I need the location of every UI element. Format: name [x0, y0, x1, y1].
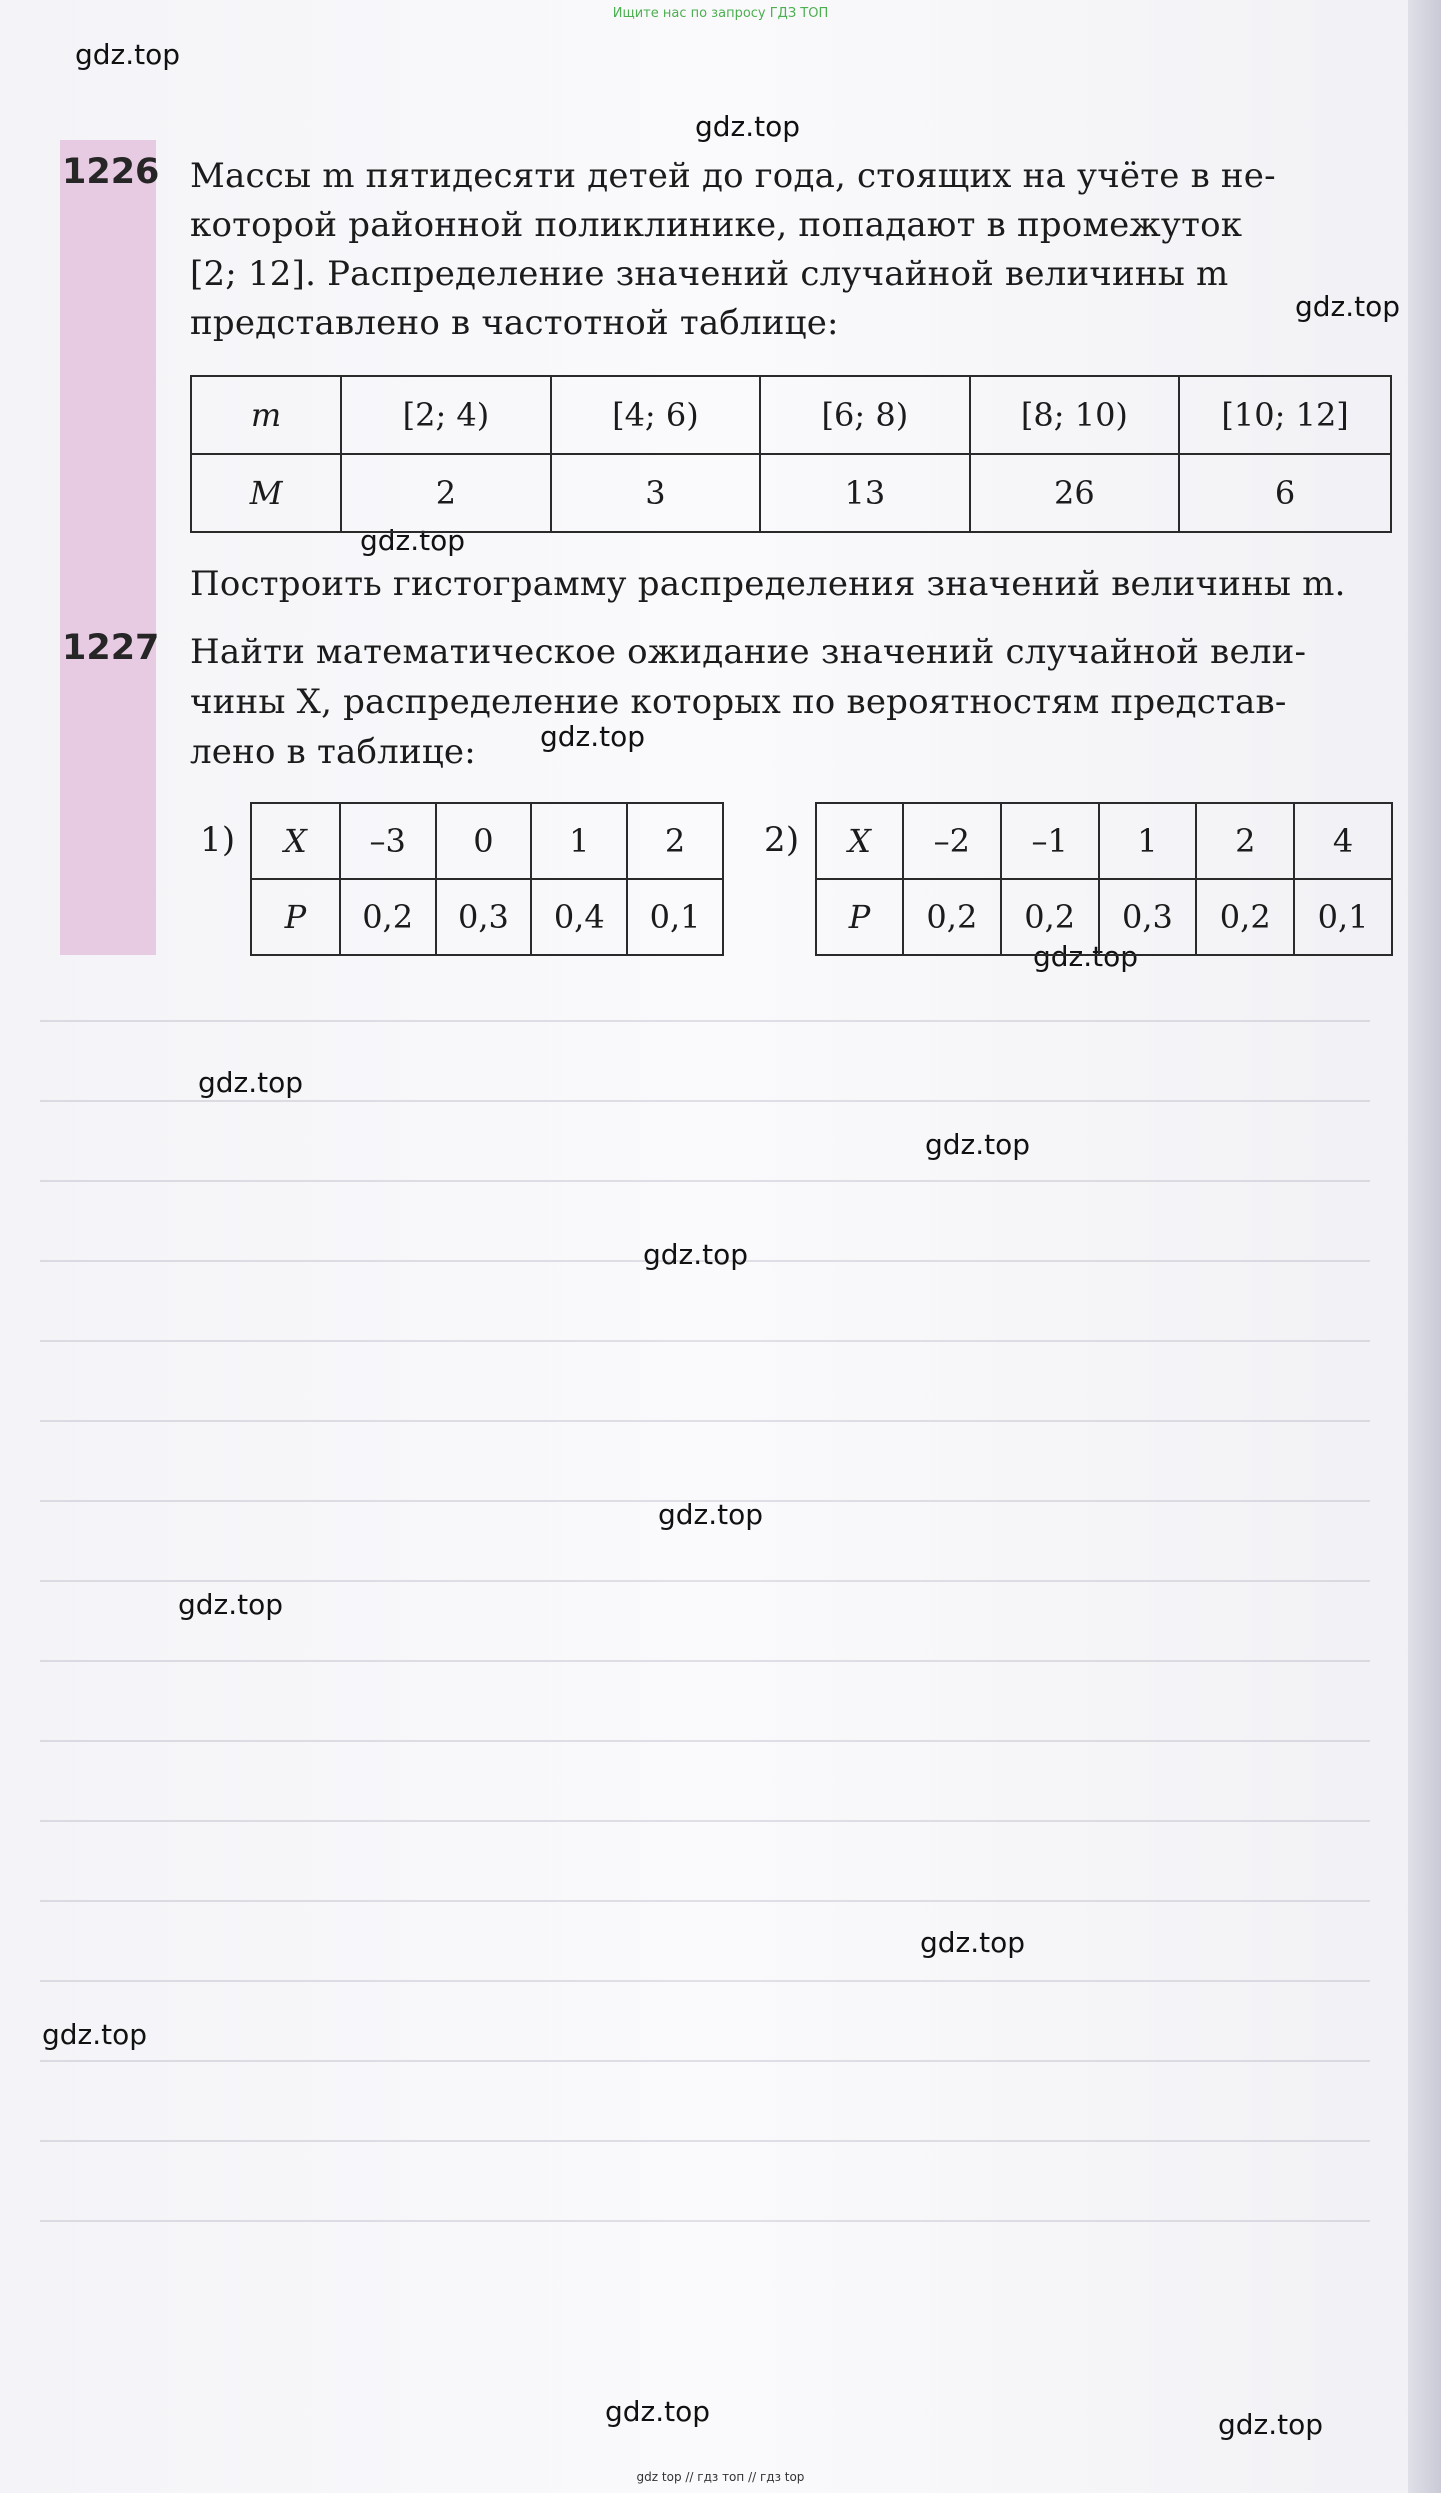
interval-cell: [2; 4): [341, 376, 550, 454]
problem-text-line: Найти математическое ожидание значений случайной вели-: [190, 632, 1307, 672]
watermark: gdz.top: [920, 1926, 1026, 1959]
problem-text-line: которой районной поликлинике, попадают в промежуток: [190, 205, 1243, 245]
page-edge-shadow: [1408, 0, 1441, 2493]
watermark: gdz.top: [605, 2395, 711, 2428]
p-value-cell: 0,2: [1196, 879, 1294, 955]
x-value-cell: –2: [903, 803, 1001, 879]
frequency-table: [190, 375, 1392, 533]
watermark: gdz.top: [695, 110, 801, 143]
p-value-cell: 0,2: [340, 879, 436, 955]
distribution-table-1: [250, 802, 724, 956]
watermark: gdz.top: [360, 524, 466, 557]
interval-cell: [8; 10): [970, 376, 1180, 454]
watermark: gdz.top: [1295, 290, 1401, 323]
p-value-cell: 0,2: [1001, 879, 1099, 955]
problem-margin-highlight: [60, 140, 156, 955]
x-value-cell: 2: [1196, 803, 1294, 879]
p-value-cell: 0,4: [531, 879, 627, 955]
p-value-cell: 0,2: [903, 879, 1001, 955]
table-header-P: P: [816, 879, 903, 955]
problem-text-line: лено в таблице:: [190, 732, 476, 772]
frequency-cell: 6: [1179, 454, 1391, 532]
table-header-P: P: [251, 879, 340, 955]
p-value-cell: 0,1: [627, 879, 723, 955]
problem-task: Построить гистограмму распределения значений величины m.: [190, 564, 1346, 604]
watermark: gdz.top: [643, 1238, 749, 1271]
table-header-X: X: [816, 803, 903, 879]
x-value-cell: 1: [531, 803, 627, 879]
watermark: gdz.top: [658, 1498, 764, 1531]
subproblem-index: 1): [200, 820, 236, 860]
table-header-X: X: [251, 803, 340, 879]
frequency-cell: 2: [341, 454, 550, 532]
watermark: gdz.top: [75, 38, 181, 71]
frequency-cell: 3: [551, 454, 760, 532]
x-value-cell: 4: [1294, 803, 1392, 879]
watermark: gdz.top: [178, 1588, 284, 1621]
distribution-table-2: [815, 802, 1393, 956]
interval-cell: [10; 12]: [1179, 376, 1391, 454]
watermark: gdz.top: [1218, 2408, 1324, 2441]
x-value-cell: 1: [1099, 803, 1197, 879]
watermark: gdz.top: [540, 720, 646, 753]
table-header-M: M: [191, 454, 341, 532]
bottom-banner: gdz top // гдз топ // гдз top: [636, 2470, 805, 2484]
problem-text-line: Массы m пятидесяти детей до года, стоящих на учёте в не-: [190, 156, 1276, 196]
frequency-cell: 26: [970, 454, 1180, 532]
watermark: gdz.top: [1033, 940, 1139, 973]
x-value-cell: 0: [436, 803, 532, 879]
p-value-cell: 0,3: [1099, 879, 1197, 955]
subproblem-index: 2): [764, 820, 800, 860]
p-value-cell: 0,3: [436, 879, 532, 955]
problem-text-line: [2; 12]. Распределение значений случайной величины m: [190, 254, 1229, 294]
top-banner: Ищите нас по запросу ГДЗ ТОП: [612, 6, 829, 21]
problem-number: 1226: [62, 152, 160, 192]
problem-text-line: чины X, распределение которых по вероятностям представ-: [190, 682, 1287, 722]
watermark: gdz.top: [42, 2018, 148, 2051]
problem-number: 1227: [62, 628, 160, 668]
x-value-cell: –3: [340, 803, 436, 879]
table-header-m: m: [191, 376, 341, 454]
x-value-cell: 2: [627, 803, 723, 879]
interval-cell: [6; 8): [760, 376, 969, 454]
watermark: gdz.top: [198, 1066, 304, 1099]
problem-text-line: представлено в частотной таблице:: [190, 303, 839, 343]
watermark: gdz.top: [925, 1128, 1031, 1161]
p-value-cell: 0,1: [1294, 879, 1392, 955]
x-value-cell: –1: [1001, 803, 1099, 879]
frequency-cell: 13: [760, 454, 969, 532]
interval-cell: [4; 6): [551, 376, 760, 454]
